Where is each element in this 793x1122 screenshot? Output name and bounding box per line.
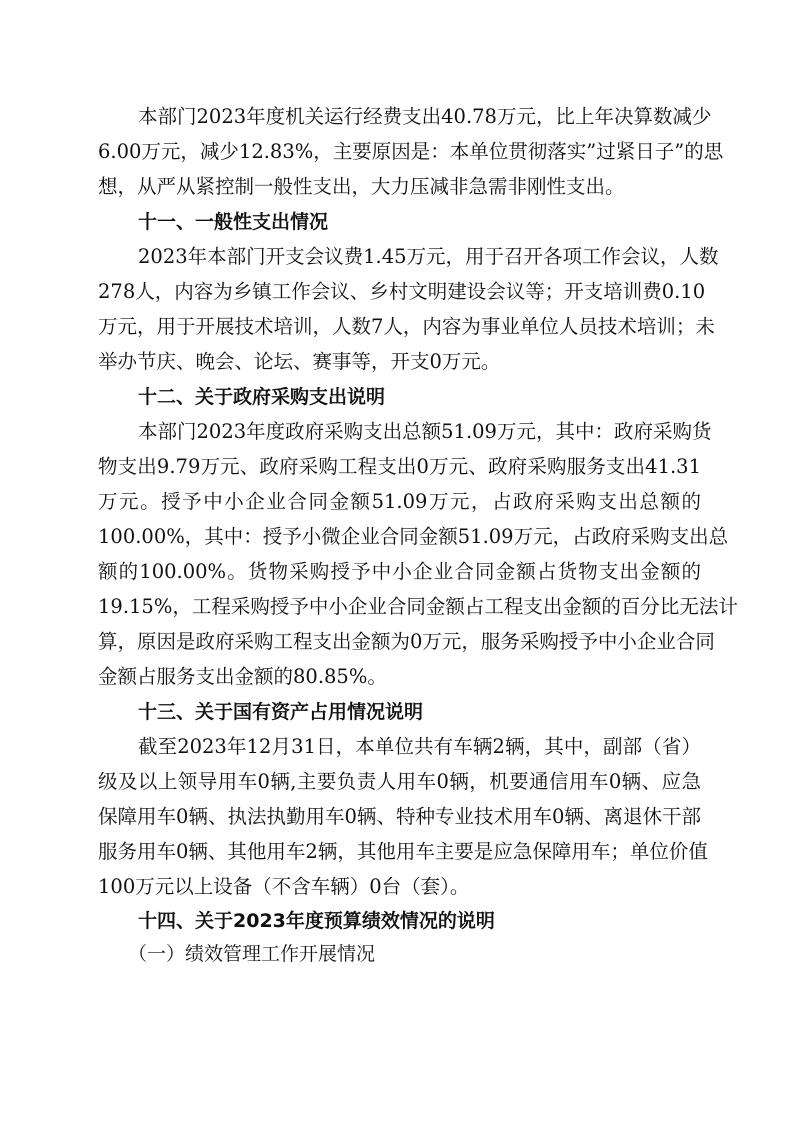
paragraph-line: 2023年本部门开支会议费1.45万元，用于召开各项工作会议，人数 <box>138 245 719 268</box>
paragraph-line: 级及以上领导用车0辆,主要负责人用车0辆，机要通信用车0辆、应急 <box>98 770 701 793</box>
paragraph-line: 金额占服务支出金额的80.85%。 <box>98 665 387 688</box>
paragraph-line: 额的100.00%。货物采购授予中小企业合同金额占货物支出金额的 <box>98 560 701 583</box>
section-heading-12: 十二、关于政府采购支出说明 <box>138 386 386 408</box>
paragraph-line: 物支出9.79万元、政府采购工程支出0万元、政府采购服务支出41.31 <box>98 455 701 478</box>
paragraph-line: 截至2023年12月31日，本单位共有车辆2辆，其中，副部（省） <box>138 735 701 758</box>
paragraph-line: 算，原因是政府采购工程支出金额为0万元，服务采购授予中小企业合同 <box>98 630 715 653</box>
paragraph-line: 保障用车0辆、执法执勤用车0辆、特种专业技术用车0辆、离退休干部 <box>98 805 701 828</box>
subsection-heading: （一）绩效管理工作开展情况 <box>128 943 376 965</box>
section-heading-13: 十三、关于国有资产占用情况说明 <box>138 701 424 723</box>
paragraph-line: 万元，用于开展技术培训，人数7人，内容为事业单位人员技术培训；未 <box>98 315 715 338</box>
section-heading-11: 十一、一般性支出情况 <box>138 211 329 233</box>
paragraph-line: 278人，内容为乡镇工作会议、乡村文明建设会议等；开支培训费0.10 <box>98 280 706 303</box>
paragraph-line: 服务用车0辆、其他用车2辆，其他用车主要是应急保障用车；单位价值 <box>98 840 708 863</box>
paragraph-line: 100.00%，其中：授予小微企业合同金额51.09万元，占政府采购支出总 <box>98 525 729 548</box>
paragraph-line: 本部门2023年度机关运行经费支出40.78万元，比上年决算数减少 <box>138 105 712 128</box>
paragraph-line: 本部门2023年度政府采购支出总额51.09万元，其中：政府采购货 <box>138 420 712 443</box>
section-heading-14: 十四、关于2023年度预算绩效情况的说明 <box>138 910 495 932</box>
paragraph-line: 6.00万元，减少12.83%，主要原因是：本单位贯彻落实”过紧日子”的思 <box>98 140 724 163</box>
paragraph-line: 19.15%，工程采购授予中小企业合同金额占工程支出金额的百分比无法计 <box>98 595 738 618</box>
paragraph-line: 万元。授予中小企业合同金额51.09万元，占政府采购支出总额的 <box>98 490 701 513</box>
paragraph-line: 100万元以上设备（不含车辆）0台（套）。 <box>98 875 470 898</box>
paragraph-line: 举办节庆、晚会、论坛、赛事等，开支0万元。 <box>98 350 501 373</box>
paragraph-line: 想，从严从紧控制一般性支出，大力压减非急需非刚性支出。 <box>98 175 625 198</box>
